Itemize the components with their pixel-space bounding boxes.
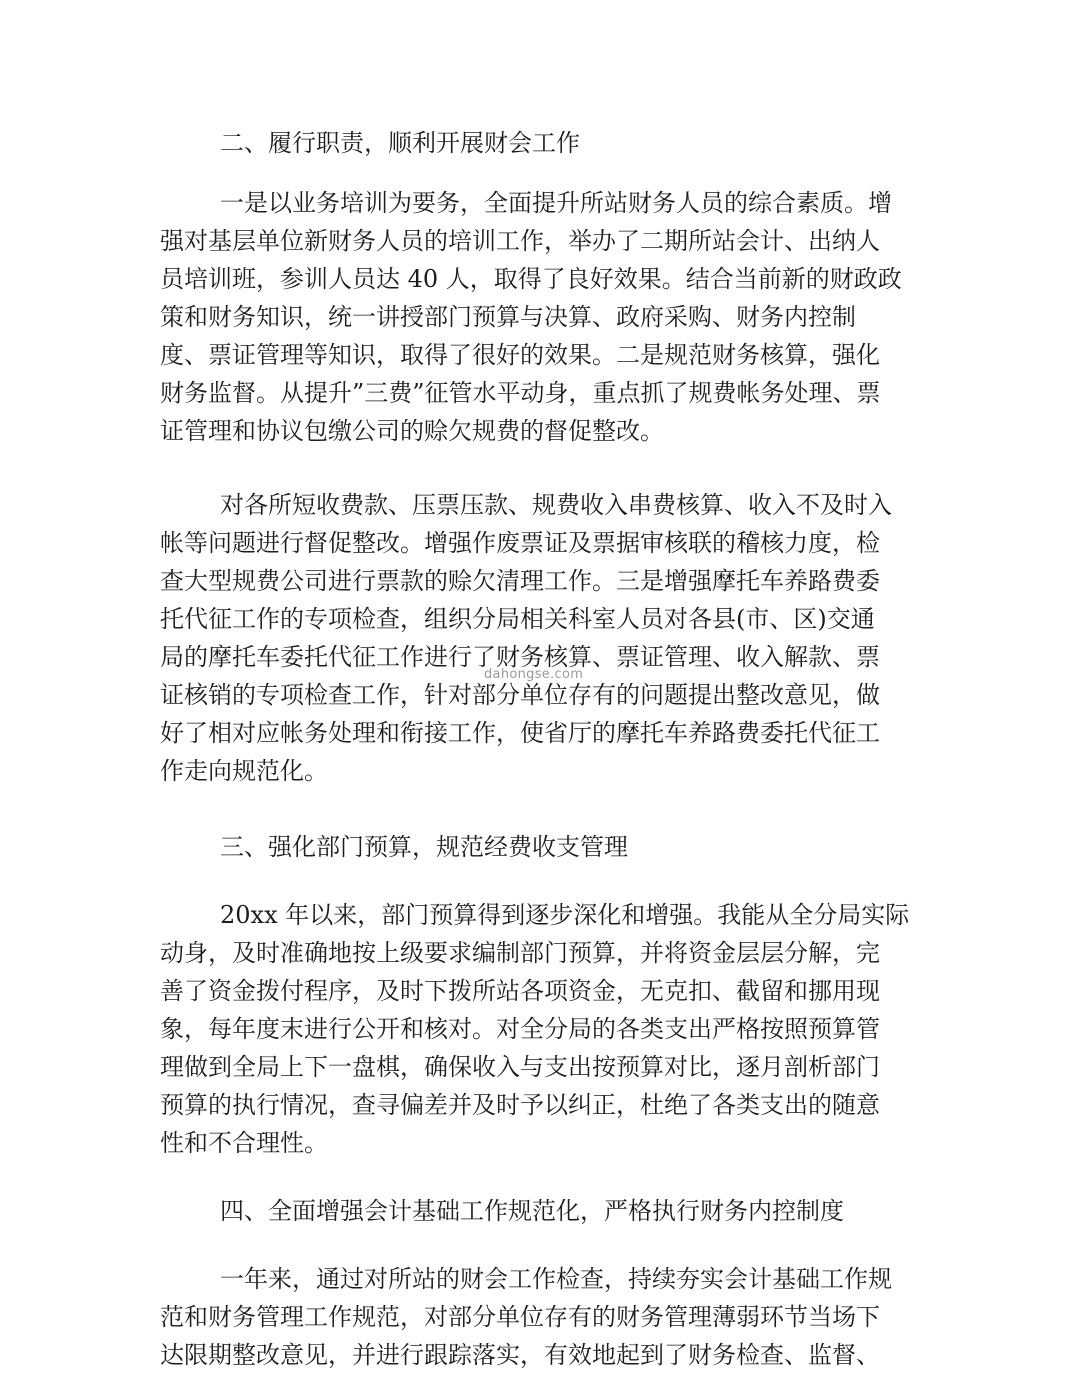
text-line: 证核销的专项检查工作，针对部分单位存有的问题提出整改意见，做 [160, 681, 880, 709]
text-line: 四、全面增强会计基础工作规范化，严格执行财务内控制度 [220, 1197, 844, 1225]
text-line: 对各所短收费款、压票压款、规费收入串费核算、收入不及时入 [220, 491, 892, 519]
text-line: 员培训班，参训人员达 40 人，取得了良好效果。结合当前新的财政政 [160, 265, 902, 293]
text-line: 20xx 年以来，部门预算得到逐步深化和增强。我能从全分局实际 [220, 901, 910, 929]
paragraph [160, 184, 920, 450]
text-line: 预算的执行情况，查寻偏差并及时予以纠正，杜绝了各类支出的随意 [160, 1091, 880, 1119]
text-line: 强对基层单位新财务人员的培训工作，举办了二期所站会计、出纳人 [160, 227, 880, 255]
text-line: 性和不合理性。 [160, 1129, 328, 1157]
text-line: 度、票证管理等知识，取得了很好的效果。二是规范财务核算，强化 [160, 341, 880, 369]
section-heading [160, 124, 920, 162]
document-body [160, 124, 920, 1398]
text-line: 动身，及时准确地按上级要求编制部门预算，并将资金层层分解，完 [160, 939, 880, 967]
text-line: 局的摩托车委托代征工作进行了财务核算、票证管理、收入解款、票 [160, 643, 880, 671]
text-line: 财务监督。从提升”三费”征管水平动身，重点抓了规费帐务处理、票 [160, 379, 881, 407]
text-line: 托代征工作的专项检查，组织分局相关科室人员对各县(市、区)交通 [160, 605, 875, 633]
paragraph [160, 1260, 920, 1374]
text-line: 策和财务知识，统一讲授部门预算与决算、政府采购、财务内控制 [160, 303, 856, 331]
text-line: 帐等问题进行督促整改。增强作废票证及票据审核联的稽核力度，检 [160, 529, 880, 557]
paragraph [160, 896, 920, 1162]
watermark: dahongse.com [484, 667, 584, 682]
text-line: 一年来，通过对所站的财会工作检查，持续夯实会计基础工作规 [220, 1265, 892, 1293]
text-line: 证管理和协议包缴公司的赊欠规费的督促整改。 [160, 417, 664, 445]
text-line: 一是以业务培训为要务，全面提升所站财务人员的综合素质。增 [220, 189, 892, 217]
text-line: 作走向规范化。 [160, 757, 328, 785]
paragraph [160, 486, 920, 790]
text-line: 二、履行职责，顺利开展财会工作 [220, 129, 580, 157]
text-line: 理做到全局上下一盘棋，确保收入与支出按预算对比，逐月剖析部门 [160, 1053, 880, 1081]
text-line: 善了资金拨付程序，及时下拨所站各项资金，无克扣、截留和挪用现 [160, 977, 880, 1005]
text-line: 达限期整改意见，并进行跟踪落实，有效地起到了财务检查、监督、 [160, 1341, 880, 1369]
text-line: 查大型规费公司进行票款的赊欠清理工作。三是增强摩托车养路费委 [160, 567, 880, 595]
text-line: 三、强化部门预算，规范经费收支管理 [220, 833, 628, 861]
section-heading [160, 1192, 920, 1230]
section-heading [160, 828, 920, 866]
text-line: 范和财务管理工作规范，对部分单位存有的财务管理薄弱环节当场下 [160, 1303, 880, 1331]
text-line: 象，每年度末进行公开和核对。对全分局的各类支出严格按照预算管 [160, 1015, 880, 1043]
text-line: 好了相对应帐务处理和衔接工作，使省厅的摩托车养路费委托代征工 [160, 719, 880, 747]
